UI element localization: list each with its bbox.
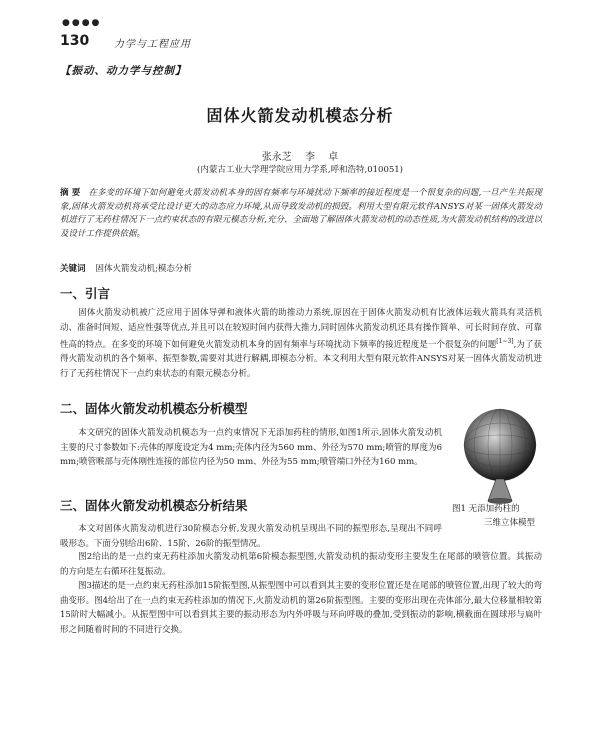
page-number: 130 bbox=[60, 33, 90, 49]
results-text-3: 图3描述的是一点约束无药柱添加15阶振型图,从振型图中可以看到其主要的变形位置还是在尾部的喷管位置,出现了较大的弯曲变形。图4给出了在一点约束无药柱添加的情况下,火箭发动机的第26阶振型图。主要的变形出现在壳体部分,最大位移量相较第15阶时大幅减小。从振型图中可以看到其主要的振动形态为内外呼吸与环向呼吸的叠加,受到振动的影响,横截面在圆球形与扁叶形之间随着时间的不同进行交换。 bbox=[60, 581, 542, 635]
authors: 张永芝 李 卓 bbox=[261, 152, 339, 163]
intro-text-b: ,为了获得火箭发动机的各个频率、振型参数,需要对其进行解耦,即模态分析。本文利用大型有限元软件ANSYS对某一固体火箭发动机进行了无药柱情况下一点约束状态的有限元模态分析。 bbox=[60, 339, 542, 379]
keywords-text: 固体火箭发动机;模态分析 bbox=[95, 264, 192, 274]
results-text-2: 图2给出的是一点约束无药柱添加火箭发动机第6阶模态振型图,火箭发动机的振动变形主要发生在尾部的喷管位置。其振动的方向是左右循环往复振动。 bbox=[60, 552, 542, 577]
section-heading-model: 二、固体火箭发动机模态分析模型 bbox=[60, 401, 248, 416]
paper-title: 固体火箭发动机模态分析 bbox=[206, 106, 394, 125]
intro-text-a: 固体火箭发动机被广泛应用于固体导弹和液体火箭的助推动力系统,原因在于固体火箭发动机有比液体运载火箭具有灵活机动、准备时间短、适应性强等优点,并且可以在较短时间内获得大推力,同时固体火箭发动机还具有操作简单、可长时间存放、可靠性高的特点。在多变的环境下如何避免火箭发动机本身的固有频率与环境扰动下频率的接近程度是一个很复杂的问题 bbox=[60, 308, 542, 350]
results-paragraph-3 bbox=[60, 579, 542, 637]
figure-caption-line-2: 三维立体模型 bbox=[484, 518, 536, 528]
results-paragraph-1 bbox=[60, 522, 442, 551]
abstract bbox=[60, 187, 542, 241]
abstract-text: 在多变的环境下如何避免火箭发动机本身的固有频率与环境扰动下频率的接近程度是一个很复杂的问题,一旦产生共振现象,固体火箭发动机将承受比设计更大的动态应力环境,从而导致发动机的损毁。利用大型有限元软件ANSYS对某一固体火箭发动机进行了无药柱情况下一点约束状态的有限元模态分析,充分、全面地了解固体火箭发动机的动态性质,为火箭发动机结构的改进以及设计工作提供依据。 bbox=[60, 188, 542, 239]
results-paragraphs bbox=[60, 550, 542, 637]
intro-paragraph bbox=[60, 306, 542, 381]
journal-name: 力学与工程应用 bbox=[114, 39, 191, 50]
section-heading-results: 三、固体火箭发动机模态分析结果 bbox=[60, 498, 248, 513]
keywords bbox=[60, 262, 192, 274]
abstract-label: 摘 要 bbox=[60, 188, 81, 198]
section-tag: 【振动、动力学与控制】 bbox=[60, 65, 187, 77]
section-heading-introduction: 一、引言 bbox=[60, 286, 111, 301]
results-text-1: 本文对固体火箭发动机进行30阶模态分析,发现火箭发动机呈现出不同的振型形态,呈现出不同呼吸形态。下面分别给出6阶、15阶、26阶的振型情况。 bbox=[60, 524, 442, 549]
affiliation: (内蒙古工业大学理学院应用力学系,呼和浩特,010051) bbox=[197, 165, 403, 175]
nozzle bbox=[488, 479, 512, 501]
results-paragraph-2 bbox=[60, 550, 542, 579]
model-paragraph bbox=[60, 426, 442, 470]
figure-1-caption bbox=[452, 502, 562, 530]
keywords-label: 关键词 bbox=[60, 264, 86, 274]
model-text: 本文研究的固体火箭发动机模态为一点约束情况下无添加药柱的情形,如图1所示,固体火箭发动机主要的尺寸参数如下:壳体的厚度设定为4 mm;壳体内径为560 mm、外径为570 mm;喷管的厚度为6 mm;喷管喉部与壳体刚性连接的部位内径为50 mm、外径为55 mm;喷管端口外径为160 mm。 bbox=[60, 428, 442, 467]
rocket-motor-3d-model-figure bbox=[452, 405, 548, 505]
header-dots: ●●●● bbox=[62, 18, 102, 28]
figure-caption-line-1: 图1 无添加药柱的 bbox=[452, 504, 520, 514]
citation-ref: [1~3] bbox=[496, 338, 514, 345]
